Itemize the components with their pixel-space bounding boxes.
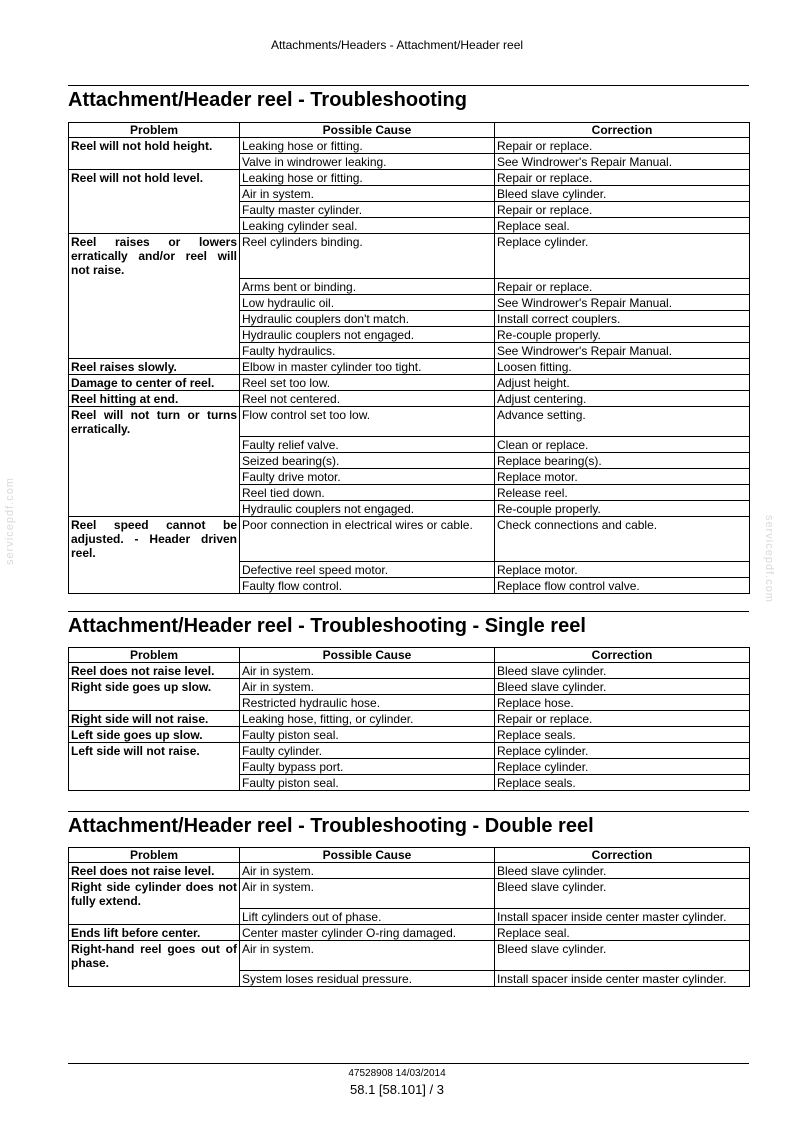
cause-cell: Faulty relief valve.: [240, 437, 495, 453]
correction-cell: Clean or replace.: [495, 437, 750, 453]
cause-cell: Hydraulic couplers not engaged.: [240, 501, 495, 517]
cause-cell: Faulty cylinder.: [240, 743, 495, 759]
problem-cell: Reel raises slowly.: [69, 359, 240, 375]
correction-cell: Replace motor.: [495, 469, 750, 485]
column-header-correction: Correction: [495, 648, 750, 663]
correction-cell: Repair or replace.: [495, 279, 750, 295]
column-header-problem: Problem: [69, 123, 240, 138]
correction-cell: Advance setting.: [495, 407, 750, 437]
problem-cell: Right side cylinder does not fully extend.: [69, 879, 240, 925]
footer-rule: [68, 1063, 749, 1064]
table-row: [69, 170, 750, 186]
problem-cell: Left side goes up slow.: [69, 727, 240, 743]
cause-cell: Defective reel speed motor.: [240, 562, 495, 578]
cause-cell: Hydraulic couplers don't match.: [240, 311, 495, 327]
problem-cell: Reel does not raise level.: [69, 863, 240, 879]
table-row: [69, 517, 750, 562]
table-row: [69, 711, 750, 727]
problem-cell: Right-hand reel goes out of phase.: [69, 941, 240, 987]
cause-cell: Elbow in master cylinder too tight.: [240, 359, 495, 375]
table-row: [69, 375, 750, 391]
correction-cell: Adjust height.: [495, 375, 750, 391]
problem-cell: Right side will not raise.: [69, 711, 240, 727]
correction-cell: Replace seal.: [495, 925, 750, 941]
problem-cell: Ends lift before center.: [69, 925, 240, 941]
cause-cell: Reel cylinders binding.: [240, 234, 495, 279]
table-row: [69, 234, 750, 279]
column-header-cause: Possible Cause: [240, 848, 495, 863]
table-row: [69, 863, 750, 879]
cause-cell: Poor connection in electrical wires or cable.: [240, 517, 495, 562]
cause-cell: Flow control set too low.: [240, 407, 495, 437]
cause-cell: Faulty drive motor.: [240, 469, 495, 485]
troubleshooting-table: [68, 122, 750, 594]
cause-cell: Lift cylinders out of phase.: [240, 909, 495, 925]
table-row: [69, 391, 750, 407]
column-header-correction: Correction: [495, 123, 750, 138]
correction-cell: Replace cylinder.: [495, 759, 750, 775]
problem-cell: Damage to center of reel.: [69, 375, 240, 391]
table-row: [69, 941, 750, 971]
correction-cell: Replace bearing(s).: [495, 453, 750, 469]
cause-cell: Faulty piston seal.: [240, 727, 495, 743]
table-row: [69, 359, 750, 375]
correction-cell: Check connections and cable.: [495, 517, 750, 562]
troubleshooting-table: [68, 847, 750, 987]
section-rule: [68, 611, 749, 612]
cause-cell: Air in system.: [240, 941, 495, 971]
watermark-left: servicepdf.com: [4, 477, 16, 565]
watermark-right: servicepdf.com: [763, 515, 775, 603]
cause-cell: Center master cylinder O-ring damaged.: [240, 925, 495, 941]
correction-cell: See Windrower's Repair Manual.: [495, 295, 750, 311]
correction-cell: Bleed slave cylinder.: [495, 863, 750, 879]
correction-cell: Install correct couplers.: [495, 311, 750, 327]
correction-cell: See Windrower's Repair Manual.: [495, 154, 750, 170]
correction-cell: Install spacer inside center master cylinder.: [495, 971, 750, 987]
table-header-row: [69, 648, 750, 663]
cause-cell: Reel not centered.: [240, 391, 495, 407]
table-row: [69, 727, 750, 743]
cause-cell: Faulty flow control.: [240, 578, 495, 594]
column-header-cause: Possible Cause: [240, 648, 495, 663]
correction-cell: Replace seals.: [495, 775, 750, 791]
table-row: [69, 879, 750, 909]
problem-cell: Reel hitting at end.: [69, 391, 240, 407]
cause-cell: Leaking hose, fitting, or cylinder.: [240, 711, 495, 727]
correction-cell: Release reel.: [495, 485, 750, 501]
correction-cell: Replace cylinder.: [495, 743, 750, 759]
cause-cell: Air in system.: [240, 186, 495, 202]
cause-cell: Valve in windrower leaking.: [240, 154, 495, 170]
table-header-row: [69, 123, 750, 138]
cause-cell: Seized bearing(s).: [240, 453, 495, 469]
correction-cell: Repair or replace.: [495, 138, 750, 154]
problem-cell: Reel will not turn or turns erratically.: [69, 407, 240, 517]
correction-cell: Install spacer inside center master cylinder.: [495, 909, 750, 925]
section-title: Attachment/Header reel - Troubleshooting: [68, 89, 467, 111]
correction-cell: Bleed slave cylinder.: [495, 186, 750, 202]
cause-cell: Faulty master cylinder.: [240, 202, 495, 218]
correction-cell: Repair or replace.: [495, 711, 750, 727]
section-rule: [68, 85, 749, 86]
cause-cell: Reel set too low.: [240, 375, 495, 391]
running-header: Attachments/Headers - Attachment/Header reel: [270, 38, 524, 52]
cause-cell: Air in system.: [240, 679, 495, 695]
section-rule: [68, 811, 749, 812]
cause-cell: Restricted hydraulic hose.: [240, 695, 495, 711]
section-title: Attachment/Header reel - Troubleshooting - Single reel: [68, 615, 586, 637]
correction-cell: Replace seals.: [495, 727, 750, 743]
correction-cell: Bleed slave cylinder.: [495, 879, 750, 909]
table-row: [69, 743, 750, 759]
cause-cell: Reel tied down.: [240, 485, 495, 501]
section-title: Attachment/Header reel - Troubleshooting - Double reel: [68, 815, 594, 837]
problem-cell: Right side goes up slow.: [69, 679, 240, 711]
cause-cell: Leaking cylinder seal.: [240, 218, 495, 234]
cause-cell: Air in system.: [240, 663, 495, 679]
correction-cell: See Windrower's Repair Manual.: [495, 343, 750, 359]
correction-cell: Re-couple properly.: [495, 501, 750, 517]
table-header-row: [69, 848, 750, 863]
cause-cell: Faulty hydraulics.: [240, 343, 495, 359]
correction-cell: Bleed slave cylinder.: [495, 679, 750, 695]
troubleshooting-table: [68, 647, 750, 791]
correction-cell: Adjust centering.: [495, 391, 750, 407]
table-row: [69, 663, 750, 679]
correction-cell: Repair or replace.: [495, 202, 750, 218]
correction-cell: Replace flow control valve.: [495, 578, 750, 594]
problem-cell: Reel will not hold level.: [69, 170, 240, 234]
problem-cell: Reel will not hold height.: [69, 138, 240, 170]
cause-cell: Arms bent or binding.: [240, 279, 495, 295]
column-header-correction: Correction: [495, 848, 750, 863]
table-row: [69, 679, 750, 695]
correction-cell: Replace cylinder.: [495, 234, 750, 279]
cause-cell: Faulty piston seal.: [240, 775, 495, 791]
column-header-cause: Possible Cause: [240, 123, 495, 138]
problem-cell: Reel speed cannot be adjusted. - Header driven reel.: [69, 517, 240, 594]
problem-cell: Reel raises or lowers erratically and/or reel will not raise.: [69, 234, 240, 359]
table-row: [69, 138, 750, 154]
footer-doc-ref: 47528908 14/03/2014: [348, 1068, 446, 1079]
correction-cell: Repair or replace.: [495, 170, 750, 186]
problem-cell: Reel does not raise level.: [69, 663, 240, 679]
table-row: [69, 925, 750, 941]
cause-cell: Leaking hose or fitting.: [240, 138, 495, 154]
cause-cell: Air in system.: [240, 863, 495, 879]
column-header-problem: Problem: [69, 848, 240, 863]
footer-page-number: 58.1 [58.101] / 3: [350, 1082, 444, 1097]
cause-cell: Faulty bypass port.: [240, 759, 495, 775]
correction-cell: Replace hose.: [495, 695, 750, 711]
cause-cell: System loses residual pressure.: [240, 971, 495, 987]
problem-cell: Left side will not raise.: [69, 743, 240, 791]
cause-cell: Leaking hose or fitting.: [240, 170, 495, 186]
cause-cell: Low hydraulic oil.: [240, 295, 495, 311]
column-header-problem: Problem: [69, 648, 240, 663]
correction-cell: Bleed slave cylinder.: [495, 941, 750, 971]
correction-cell: Loosen fitting.: [495, 359, 750, 375]
cause-cell: Hydraulic couplers not engaged.: [240, 327, 495, 343]
correction-cell: Replace seal.: [495, 218, 750, 234]
table-row: [69, 407, 750, 437]
cause-cell: Air in system.: [240, 879, 495, 909]
correction-cell: Re-couple properly.: [495, 327, 750, 343]
correction-cell: Bleed slave cylinder.: [495, 663, 750, 679]
correction-cell: Replace motor.: [495, 562, 750, 578]
